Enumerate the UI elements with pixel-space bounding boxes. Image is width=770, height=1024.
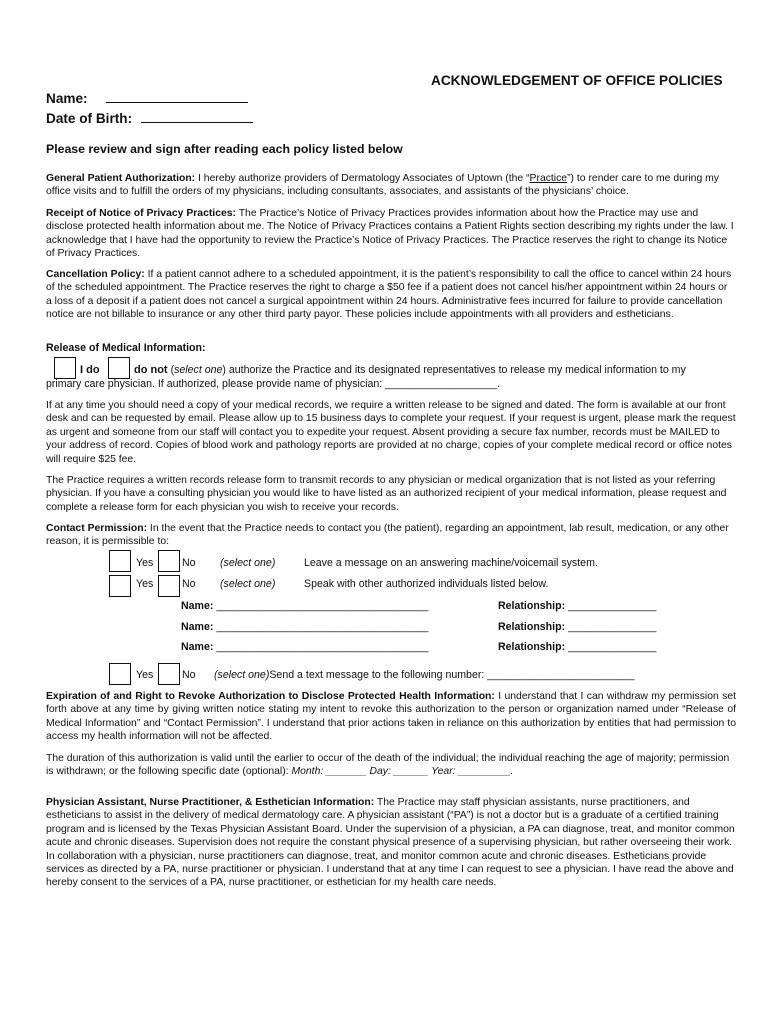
relationship-row-1[interactable] [498, 600, 656, 612]
pa-heading: Physician Assistant, Nurse Practitioner, & Esthetician Information: [46, 797, 375, 808]
authorized-name-field[interactable]: ____________________________________ [216, 621, 429, 633]
cancellation-text: If a patient cannot adhere to a scheduled appointment, it is the patient’s responsibility to call the office to cancel within 24 hours of the scheduled appointment. The Practice reserves the right to charge a $50 fee if a patient does not cancel his/her appointment within 24 hours or a loss of a deposit if a patient does not cancel a surgical appointment within 24 hours. Administrative fees incurred for failure to provide cancellation notice are not billable to insurance or any other third party payor. These policies include appointments with all providers and estheticians. [46, 269, 732, 321]
text-yes-label: Yes [136, 669, 154, 681]
authorized-name-field[interactable]: ____________________________________ [216, 600, 429, 612]
release-line1-text: ) authorize the Practice and its designated representatives to release my medical information to my [222, 364, 686, 376]
revoke-heading: Expiration of and Right to Revoke Authorization to Disclose Protected Health Information: [46, 691, 495, 702]
text-option-text: Send a text message to the following number: _________________________ [269, 669, 635, 681]
authorized-person-row-1[interactable] [181, 600, 428, 612]
authorized-name-label: Name: [181, 621, 214, 633]
pa-section [46, 796, 736, 890]
page-title: ACKNOWLEDGEMENT OF OFFICE POLICIES [431, 73, 723, 88]
relationship-field[interactable]: _______________ [568, 600, 657, 612]
text-select-one: (select one) [214, 669, 270, 681]
name-field[interactable] [106, 90, 248, 103]
authorized-select-one: (select one) [220, 578, 276, 590]
contact-section [46, 522, 736, 549]
general-authorization [46, 172, 736, 199]
practice-term: Practice [529, 173, 568, 184]
i-do-label: I do [80, 364, 100, 376]
release-line1 [134, 364, 686, 376]
dob-label: Date of Birth: [46, 111, 133, 126]
voicemail-no-checkbox[interactable] [158, 550, 180, 572]
name-label: Name: [46, 91, 88, 106]
paren-open: ( [170, 364, 175, 376]
i-do-checkbox[interactable] [54, 357, 76, 379]
authorized-option-text: Speak with other authorized individuals listed below. [304, 578, 549, 590]
contact-text: In the event that the Practice needs to contact you (the patient), regarding an appointment, lab result, medication, or any other reason, it is permissible to: [46, 523, 729, 548]
contact-heading: Contact Permission: [46, 523, 148, 534]
text-option-row [214, 669, 635, 681]
records-copy-text: If at any time you should need a copy of your medical records, we require a written release to be signed and dated. The form is available at our front desk and can be requested by email. Please allow up to 15 business days to complete your request. If your request is urgent, please mark the request as urgent and someone from our staff will contact you to expedite your request. Absent providing a secure fax number, records must be MAILED to your address of record. Copies of blood work and pathology reports are provided at no charge, copies of your complete medical record or office notes will require $25 fee. [46, 400, 736, 465]
pa-text: The Practice may staff physician assistants, nurse practitioners, and estheticians to assist in the delivery of medical dermatology care. A physician assistant (“PA”) is not a doctor but is a graduate of a certified training program and is licensed by the Texas Physician Assistant Board. Under the supervision of a physician, a PA can diagnose, treat, and monitor common acute and chronic diseases. Supervision does not require the constant physical presence of a supervising physician, but rather overseeing their work. In collaboration with a physician, nurse practitioners can diagnose, treat, and monitor common acute and chronic diseases. Estheticians provide services as directed by a PA, nurse practitioner or physician. I understand that at any time I can request to see a physician. I have read the above and hereby consent to the services of a PA, nurse practitioner, or esthetician for my health care needs. [46, 797, 735, 889]
day-field[interactable]: Day: ______ [369, 766, 429, 778]
do-not-label: do not [134, 364, 168, 376]
relationship-label: Relationship: [498, 600, 566, 612]
general-authorization-text: I hereby authorize providers of Dermatology Associates of Uptown (the “ [195, 173, 530, 184]
authorized-person-row-2[interactable] [181, 621, 428, 633]
text-no-label: No [182, 669, 196, 681]
month-field[interactable]: Month: _______ [291, 766, 367, 778]
general-authorization-text-end: ”) to render care to me during my office visits and to fulfill the orders of my physicians, including consultants, associates, and assistants of the physicians’ choice. [46, 173, 719, 198]
privacy-text: The Practice’s Notice of Privacy Practices provides information about how the Practice may use and disclose protected health information about me. The Notice of Privacy Practices contains a Patient Rights section describing my rights under the law. I acknowledge that I have had the opportunity to review the Practice’s Notice of Privacy Practices. The Practice reserves the right to change its Notice of Privacy Practices. [46, 208, 734, 260]
release-heading: Release of Medical Information: [46, 342, 206, 354]
instruction-text: Please review and sign after reading each policy listed below [46, 142, 403, 156]
do-not-checkbox[interactable] [108, 357, 130, 379]
third-party-release-text: The Practice requires a written records release form to transmit records to any physician or medical organization that is not listed as your referring physician. If you have a consulting physician you would like to have listed as an authorized recipient of your medical information, please request and complete a release form for each physician you wish to receive your records. [46, 475, 727, 513]
relationship-row-2[interactable] [498, 621, 656, 633]
voicemail-yes-checkbox[interactable] [109, 550, 131, 572]
text-yes-checkbox[interactable] [109, 663, 131, 685]
voicemail-option-text: Leave a message on an answering machine/voicemail system. [304, 557, 598, 569]
voicemail-yes-label: Yes [136, 557, 154, 569]
relationship-label: Relationship: [498, 641, 566, 653]
duration-text: The duration of this authorization is valid until the earlier to occur of the death of the individual; the individual reaching the age of majority; permission is withdrawn; or the following specific date (optional): [46, 753, 730, 778]
authorized-no-label: No [182, 578, 196, 590]
dob-row [46, 110, 253, 128]
dob-field[interactable] [141, 110, 253, 123]
privacy-heading: Receipt of Notice of Privacy Practices: [46, 208, 236, 219]
privacy-section [46, 207, 736, 261]
authorized-yes-label: Yes [136, 578, 154, 590]
release-line2: primary care physician. If authorized, please provide name of physician: ___________________. [46, 378, 501, 390]
year-field[interactable]: Year: _________. [431, 766, 514, 778]
revoke-section [46, 690, 736, 744]
release-select-one: select one [174, 364, 223, 376]
duration-section [46, 752, 736, 779]
authorized-name-label: Name: [181, 641, 214, 653]
authorized-no-checkbox[interactable] [158, 575, 180, 597]
cancellation-section [46, 268, 736, 322]
authorized-name-field[interactable]: ____________________________________ [216, 641, 429, 653]
voicemail-select-one: (select one) [220, 557, 276, 569]
name-row [46, 90, 248, 108]
authorized-person-row-3[interactable] [181, 641, 428, 653]
text-no-checkbox[interactable] [158, 663, 180, 685]
relationship-field[interactable]: _______________ [568, 621, 657, 633]
relationship-field[interactable]: _______________ [568, 641, 657, 653]
authorized-name-label: Name: [181, 600, 214, 612]
general-authorization-heading: General Patient Authorization: [46, 173, 196, 184]
cancellation-heading: Cancellation Policy: [46, 269, 145, 280]
voicemail-no-label: No [182, 557, 196, 569]
relationship-row-3[interactable] [498, 641, 656, 653]
authorized-yes-checkbox[interactable] [109, 575, 131, 597]
relationship-label: Relationship: [498, 621, 566, 633]
revoke-text: I understand that I can withdraw my permission set forth above at any time by giving written notice stating my intent to revoke this authorization to the person or organization named under “Release of Medical Information” and “Contact Permission”. I understand that prior actions taken in reliance on this authorization by entities that had permission to access my health information will not be affected. [46, 691, 736, 743]
